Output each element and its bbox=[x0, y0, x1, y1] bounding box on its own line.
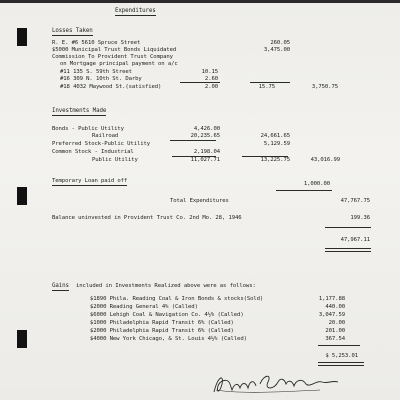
loss-line-label: $5000 Municipal Trust Bonds Liquidated bbox=[52, 47, 177, 53]
gain-item-amount: 440.00 bbox=[325, 304, 345, 310]
investment-label: Preferred Stock-Public Utility bbox=[52, 141, 151, 147]
loss-line-label: on Mortgage principal payment on a/c bbox=[60, 61, 178, 67]
loss-line-amount: 3,475.00 bbox=[263, 47, 290, 53]
balance-label: Balance uninvested in Provident Trust Co. 2nd Mo. 28, 1946 bbox=[52, 215, 242, 221]
temp-loan-label: Temporary Loan paid off bbox=[52, 178, 128, 184]
subtotal-rule bbox=[172, 156, 216, 157]
investment-subtotal: 13,225.75 bbox=[260, 157, 290, 163]
total-rule bbox=[325, 227, 371, 228]
gain-item-label: $1000 Philadelphia Rapid Transit 6% (Called) bbox=[90, 320, 234, 326]
top-edge bbox=[0, 0, 400, 3]
gain-item-label: $4000 New York Chicago, & St. Louis 4½% (Called) bbox=[90, 336, 247, 342]
subtotal-rule bbox=[180, 82, 220, 83]
gains-total: $ 5,253.01 bbox=[325, 353, 358, 359]
investment-amount: 4,426.00 bbox=[193, 126, 220, 132]
gain-item-amount: 3,047.59 bbox=[318, 312, 345, 318]
gain-item-amount: 367.54 bbox=[325, 336, 345, 342]
investment-amount: 11,027.71 bbox=[190, 157, 220, 163]
losses-heading: Losses Taken bbox=[52, 28, 93, 34]
investment-label: Public Utility bbox=[92, 157, 138, 163]
gain-item-label: $2000 Philadelphia Rapid Transit 6% (Called) bbox=[90, 328, 234, 334]
handwritten-signature bbox=[210, 370, 340, 396]
grand-total-double-rule bbox=[325, 248, 371, 252]
gain-item-label: $6000 Lehigh Coal & Navigation Co. 4½% (Called) bbox=[90, 312, 244, 318]
gain-item-amount: 20.00 bbox=[328, 320, 345, 326]
page-title: Expenditures bbox=[115, 8, 156, 14]
loss-item-label: #18 4032 Maywood St.(satisfied) bbox=[60, 84, 162, 90]
subtotal-rule bbox=[170, 140, 216, 141]
loss-line-label: Commission To Provident Trust Company bbox=[52, 54, 173, 60]
total-expenditures-amount: 47,767.75 bbox=[340, 198, 370, 204]
subtotal-rule bbox=[250, 82, 290, 83]
gain-item-amount: 201.00 bbox=[325, 328, 345, 334]
gain-item-label: $1890 Phila. Reading Coal & Iron Bonds & stocks(Sold) bbox=[90, 296, 264, 302]
grand-total: 47,967.11 bbox=[340, 237, 370, 243]
investment-amount: 5,129.59 bbox=[263, 141, 290, 147]
temp-loan-amount: 1,000.00 bbox=[303, 181, 330, 187]
investment-subtotal: 24,661.65 bbox=[260, 133, 290, 139]
investment-total: 43,016.99 bbox=[310, 157, 340, 163]
punch-hole bbox=[17, 28, 27, 46]
investment-label: Railroad bbox=[92, 133, 119, 139]
investments-heading: Investments Made bbox=[52, 108, 107, 114]
balance-amount: 199.36 bbox=[350, 215, 370, 221]
investment-amount: 20,235.65 bbox=[190, 133, 220, 139]
loss-item-label: #11 135 S. 59th Street bbox=[60, 69, 132, 75]
investment-label: Common Stock - Industrial bbox=[52, 149, 134, 155]
punch-hole bbox=[17, 187, 27, 205]
loss-item-amount: 2.00 bbox=[204, 84, 218, 90]
gains-intro: included in Investments Realized above were as follows: bbox=[76, 283, 256, 289]
loss-item-label: #16 309 N. 10th St. Darby bbox=[60, 76, 142, 82]
gains-double-rule bbox=[318, 362, 364, 366]
loss-item-amount: 2.60 bbox=[204, 76, 218, 82]
loss-line-amount: 260.05 bbox=[270, 40, 290, 46]
loss-subtotal: 15.75 bbox=[258, 84, 275, 90]
loss-item-amount: 10.15 bbox=[201, 69, 218, 75]
investment-label: Bonds - Public Utility bbox=[52, 126, 124, 132]
gain-item-amount: 1,177.88 bbox=[318, 296, 345, 302]
total-expenditures-label: Total Expenditures bbox=[170, 198, 229, 204]
gain-item-label: $2000 Reading General 4% (Called) bbox=[90, 304, 198, 310]
gains-heading: Gains bbox=[52, 283, 69, 289]
total-rule bbox=[318, 345, 360, 346]
investment-amount: 2,198.04 bbox=[193, 149, 220, 155]
loss-line-label: R. E. #6 5610 Spruce Street bbox=[52, 40, 141, 46]
loss-total: 3,750.75 bbox=[311, 84, 338, 90]
total-rule bbox=[276, 190, 332, 191]
punch-hole bbox=[17, 330, 27, 348]
